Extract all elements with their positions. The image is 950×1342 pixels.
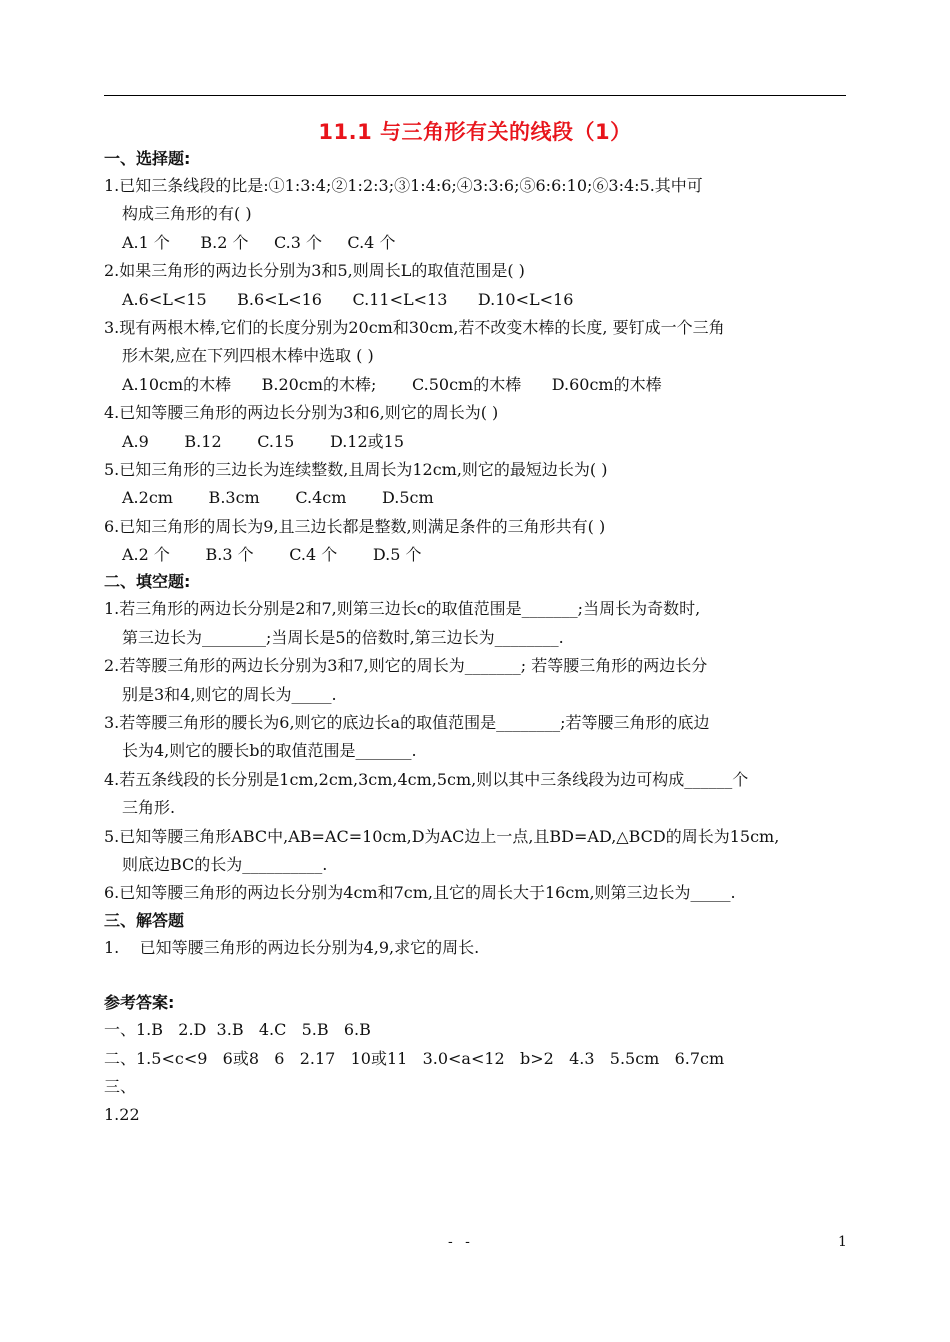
- question-text: 3.若等腰三角形的腰长为6,则它的底边长a的取值范围是________;若等腰三角形的底边: [104, 713, 710, 733]
- question-choice-6: [104, 513, 849, 570]
- question-options: A.2 个 B.3 个 C.4 个 D.5 个: [122, 545, 422, 565]
- question-choice-3: [104, 314, 849, 399]
- question-text: 形木架,应在下列四根木棒中选取 ( ): [122, 346, 374, 366]
- answer-line-solve-header: 三、: [104, 1076, 137, 1096]
- footer-mark: - -: [448, 1234, 474, 1250]
- page-title: 11.1 与三角形有关的线段（1）: [318, 120, 632, 144]
- question-fill-4: [104, 766, 849, 823]
- question-text: 5.已知等腰三角形ABC中,AB=AC=10cm,D为AC边上一点,且BD=AD,△BCD的周长为15cm,: [104, 826, 780, 846]
- question-options: A.2cm B.3cm C.4cm D.5cm: [122, 488, 434, 508]
- document-body: [104, 146, 849, 1130]
- question-fill-5: [104, 823, 849, 880]
- question-text: 1.若三角形的两边长分别是2和7,则第三边长c的取值范围是_______;当周长为奇数时,: [104, 599, 701, 619]
- question-text: 则底边BC的长为__________.: [122, 854, 328, 874]
- question-text: 2.若等腰三角形的两边长分别为3和7,则它的周长为_______; 若等腰三角形的两边长分: [104, 656, 708, 676]
- question-fill-2: [104, 652, 849, 709]
- spacer: [104, 962, 849, 990]
- question-text: 长为4,则它的腰长b的取值范围是_______.: [122, 741, 417, 761]
- answer-line-fill: 二、1.5<c<9 6或8 6 2.17 10或11 3.0<a<12 b>2 4.3 5.5cm 6.7cm: [104, 1048, 725, 1068]
- answers-header: 参考答案:: [104, 993, 175, 1013]
- question-text: 6.已知三角形的周长为9,且三边长都是整数,则满足条件的三角形共有( ): [104, 516, 606, 536]
- question-text: 构成三角形的有( ): [122, 204, 252, 224]
- question-text: 3.现有两根木棒,它们的长度分别为20cm和30cm,若不改变木棒的长度, 要钉成一个三角: [104, 317, 725, 337]
- question-fill-1: [104, 595, 849, 652]
- section-header-choice: 一、选择题:: [104, 149, 191, 168]
- section-header-fill: 二、填空题:: [104, 572, 191, 592]
- question-text: 第三边长为________;当周长是5的倍数时,第三边长为________.: [122, 627, 564, 647]
- question-text: 4.已知等腰三角形的两边长分别为3和6,则它的周长为( ): [104, 403, 499, 423]
- question-text: 别是3和4,则它的周长为_____.: [122, 684, 337, 704]
- question-choice-1: [104, 172, 849, 257]
- question-text: 4.若五条线段的长分别是1cm,2cm,3cm,4cm,5cm,则以其中三条线段为边可构成______个: [104, 769, 749, 789]
- question-choice-2: [104, 257, 849, 314]
- answer-line-solve: 1.22: [104, 1105, 140, 1125]
- question-choice-4: [104, 399, 849, 456]
- question-text: 三角形.: [122, 798, 176, 818]
- question-text: 5.已知三角形的三边长为连续整数,且周长为12cm,则它的最短边长为( ): [104, 459, 608, 479]
- question-fill-3: [104, 709, 849, 766]
- question-options: A.6<L<15 B.6<L<16 C.11<L<13 D.10<L<16: [122, 289, 574, 309]
- question-solve-1: 1. 已知等腰三角形的两边长分别为4,9,求它的周长.: [104, 937, 480, 957]
- question-fill-6: [104, 879, 849, 907]
- question-options: A.10cm的木棒 B.20cm的木棒; C.50cm的木棒 D.60cm的木棒: [122, 374, 662, 394]
- header-rule: [104, 95, 846, 96]
- question-choice-5: [104, 456, 849, 513]
- question-options: A.1 个 B.2 个 C.3 个 C.4 个: [122, 232, 396, 252]
- question-text: 2.如果三角形的两边长分别为3和5,则周长L的取值范围是( ): [104, 261, 525, 281]
- question-text: 6.已知等腰三角形的两边长分别为4cm和7cm,且它的周长大于16cm,则第三边长为_____.: [104, 883, 736, 903]
- answer-line-choice: 一、1.B 2.D 3.B 4.C 5.B 6.B: [104, 1020, 371, 1040]
- page-number: 1: [838, 1234, 847, 1250]
- question-text: 1.已知三条线段的比是:①1:3:4;②1:2:3;③1:4:6;④3:3:6;⑤6:6:10;⑥3:4:5.其中可: [104, 176, 703, 195]
- question-options: A.9 B.12 C.15 D.12或15: [122, 431, 405, 451]
- section-header-solve: 三、解答题: [104, 910, 185, 930]
